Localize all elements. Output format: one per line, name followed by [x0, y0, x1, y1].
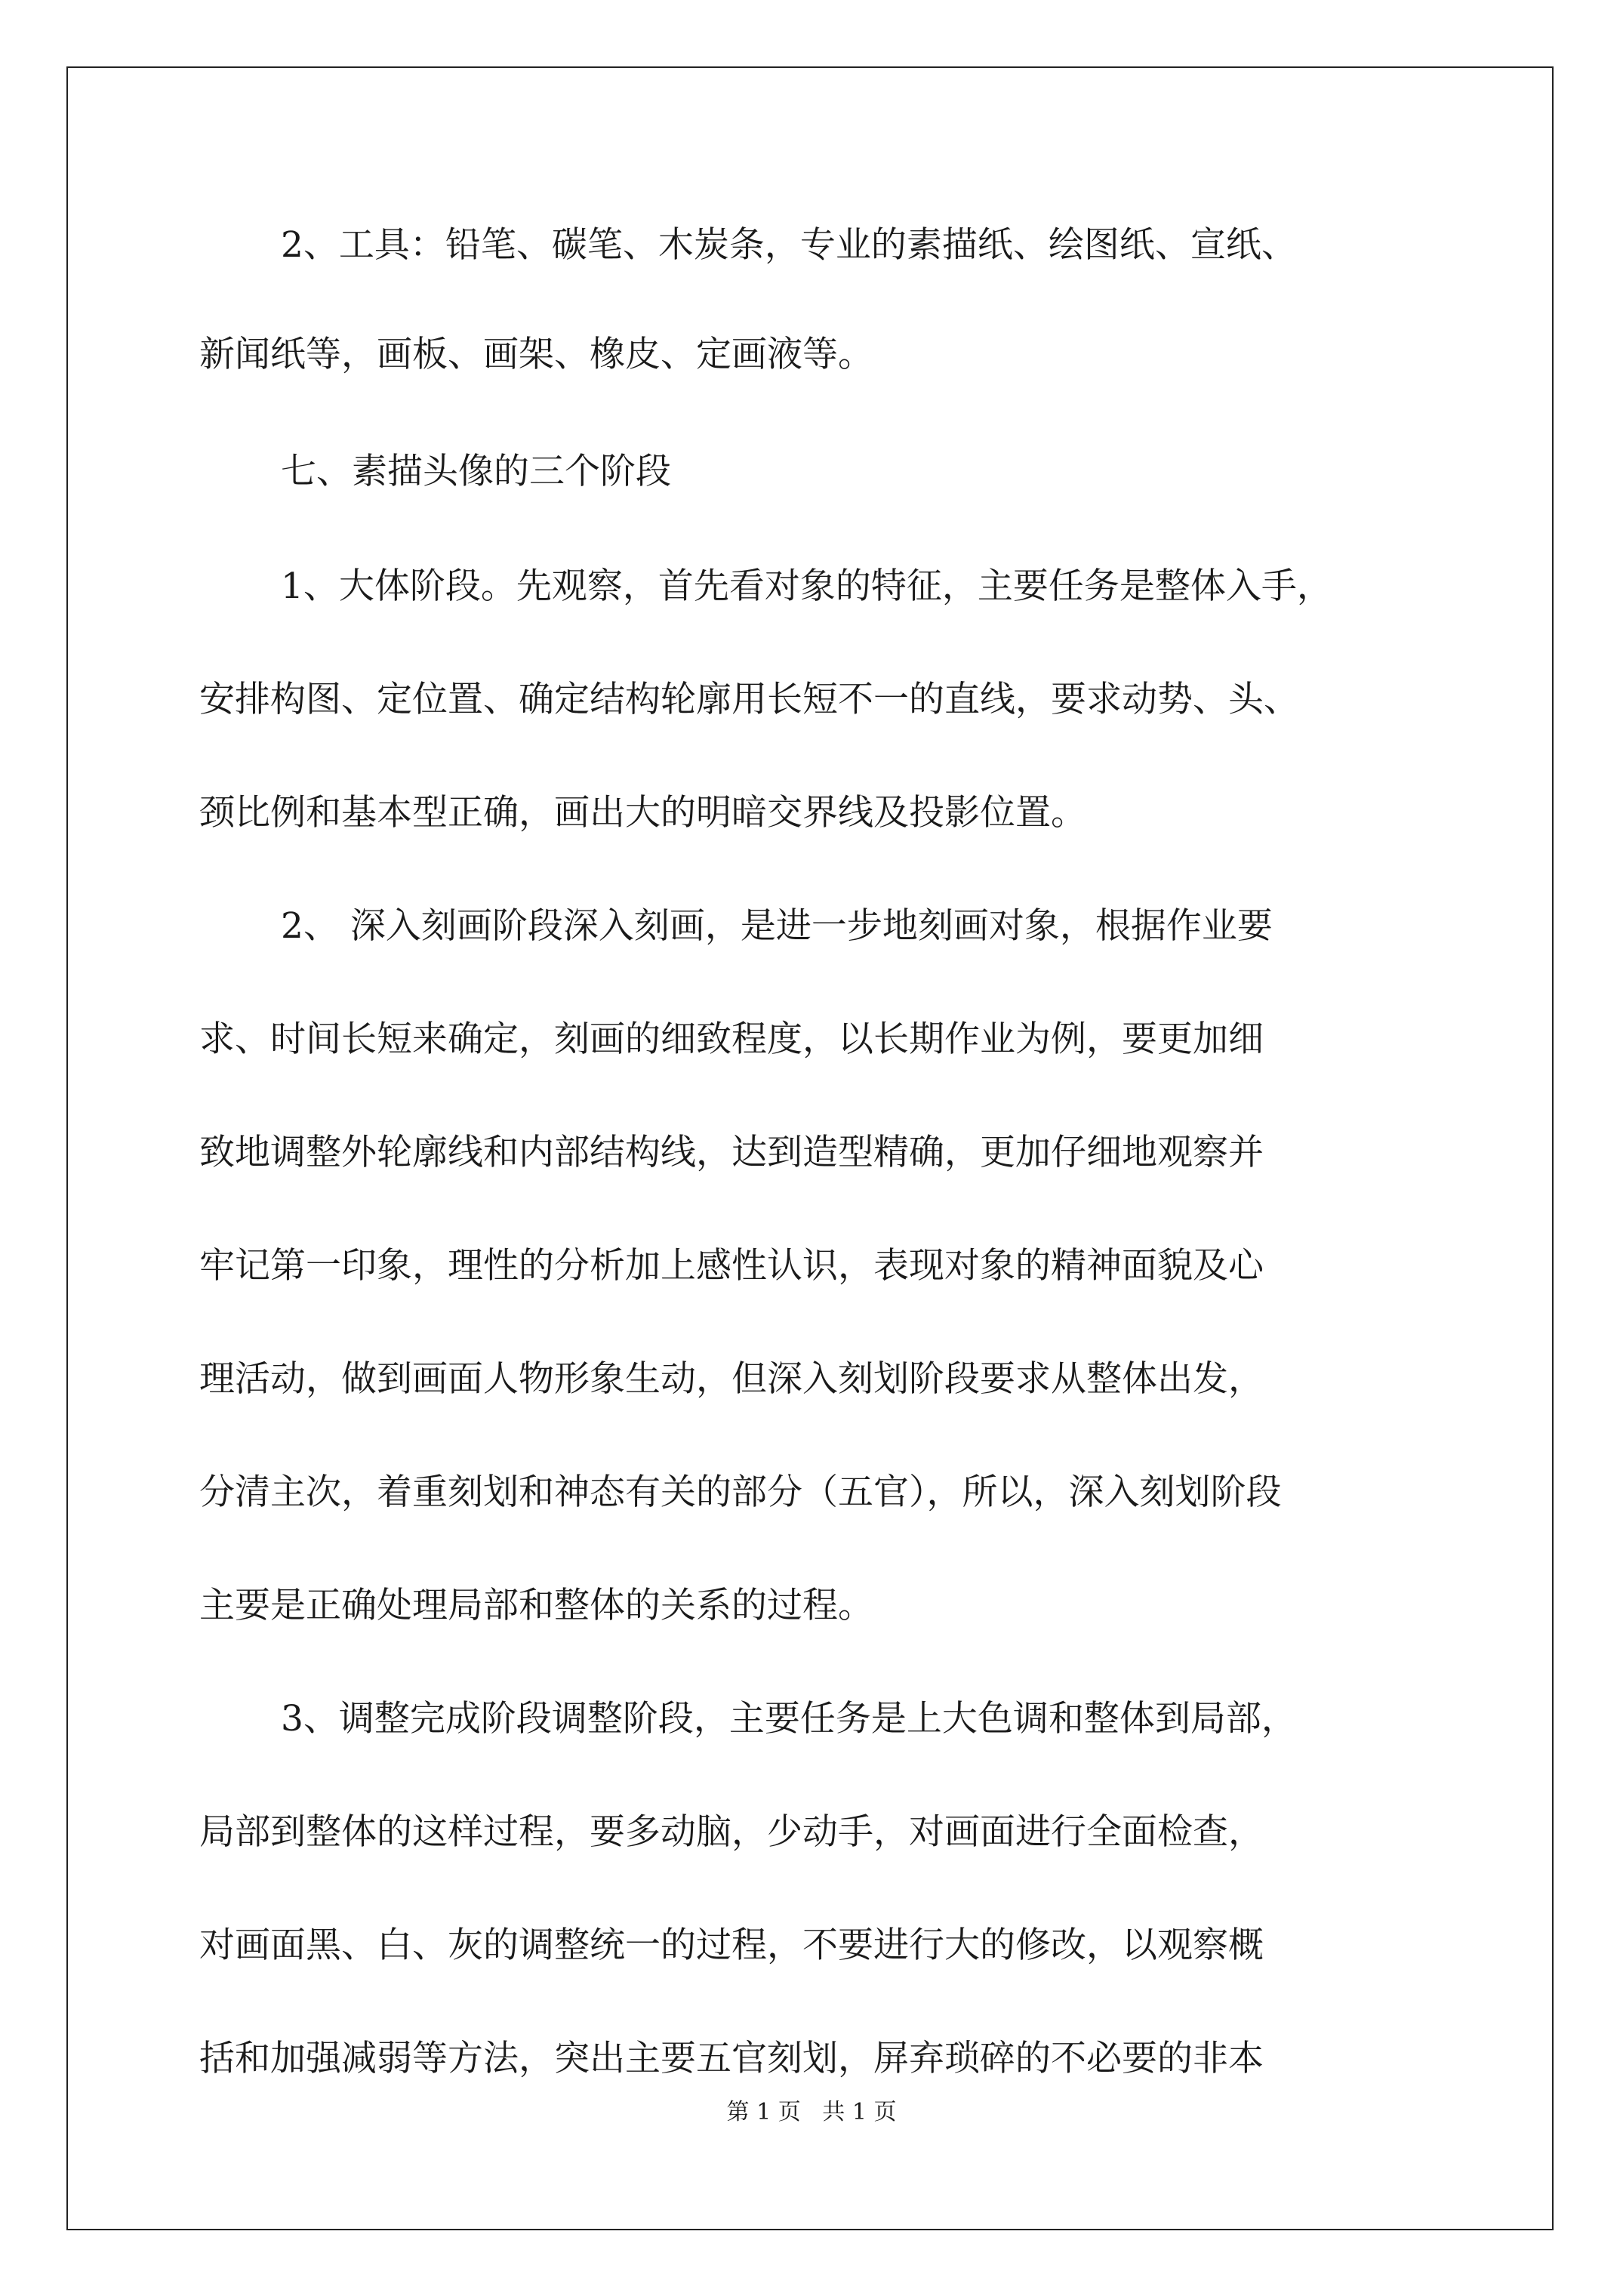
text-line-5: 安排构图、定位置、确定结构轮廓用长短不一的直线，要求动势、头、	[199, 679, 1299, 720]
text-line-16: 对画面黑、白、灰的调整统一的过程，不要进行大的修改，以观察概	[199, 1925, 1264, 1966]
text-line-9: 致地调整外轮廓线和内部结构线，达到造型精确，更加仔细地观察并	[199, 1132, 1264, 1173]
text-line-12: 分清主次，着重刻划和神态有关的部分（五官），所以，深入刻划阶段	[199, 1472, 1282, 1513]
text-line-6: 颈比例和基本型正确，画出大的明暗交界线及投影位置。	[199, 792, 1086, 834]
section-heading: 七、素描头像的三个阶段	[281, 451, 671, 492]
text-line-14: 3、调整完成阶段调整阶段，主要任务是上大色调和整体到局部，	[281, 1698, 1297, 1740]
text-line-17: 括和加强减弱等方法，突出主要五官刻划，屏弃琐碎的不必要的非本	[199, 2038, 1264, 2079]
text-line-10: 牢记第一印象，理性的分析加上感性认识，表现对象的精神面貌及心	[199, 1245, 1264, 1287]
text-line-13: 主要是正确处理局部和整体的关系的过程。	[199, 1585, 873, 1626]
text-line-4: 1、大体阶段。先观察，首先看对象的特征，主要任务是整体入手，	[281, 566, 1332, 607]
text-line-11: 理活动，做到画面人物形象生动，但深入刻划阶段要求从整体出发，	[199, 1358, 1264, 1400]
text-line-2: 新闻纸等，画板、画架、橡皮、定画液等。	[199, 334, 873, 375]
text-line-15: 局部到整体的这样过程，要多动脑，少动手，对画面进行全面检查，	[199, 1811, 1264, 1853]
page-footer: 第 1 页 共 1 页	[726, 2099, 897, 2125]
text-line-7: 2、 深入刻画阶段深入刻画，是进一步地刻画对象，根据作业要	[281, 905, 1273, 947]
text-line-8: 求、时间长短来确定，刻画的细致程度，以长期作业为例，要更加细	[199, 1019, 1264, 1060]
text-line-1: 2、工具：铅笔、碳笔、木炭条，专业的素描纸、绘图纸、宣纸、	[281, 224, 1297, 266]
